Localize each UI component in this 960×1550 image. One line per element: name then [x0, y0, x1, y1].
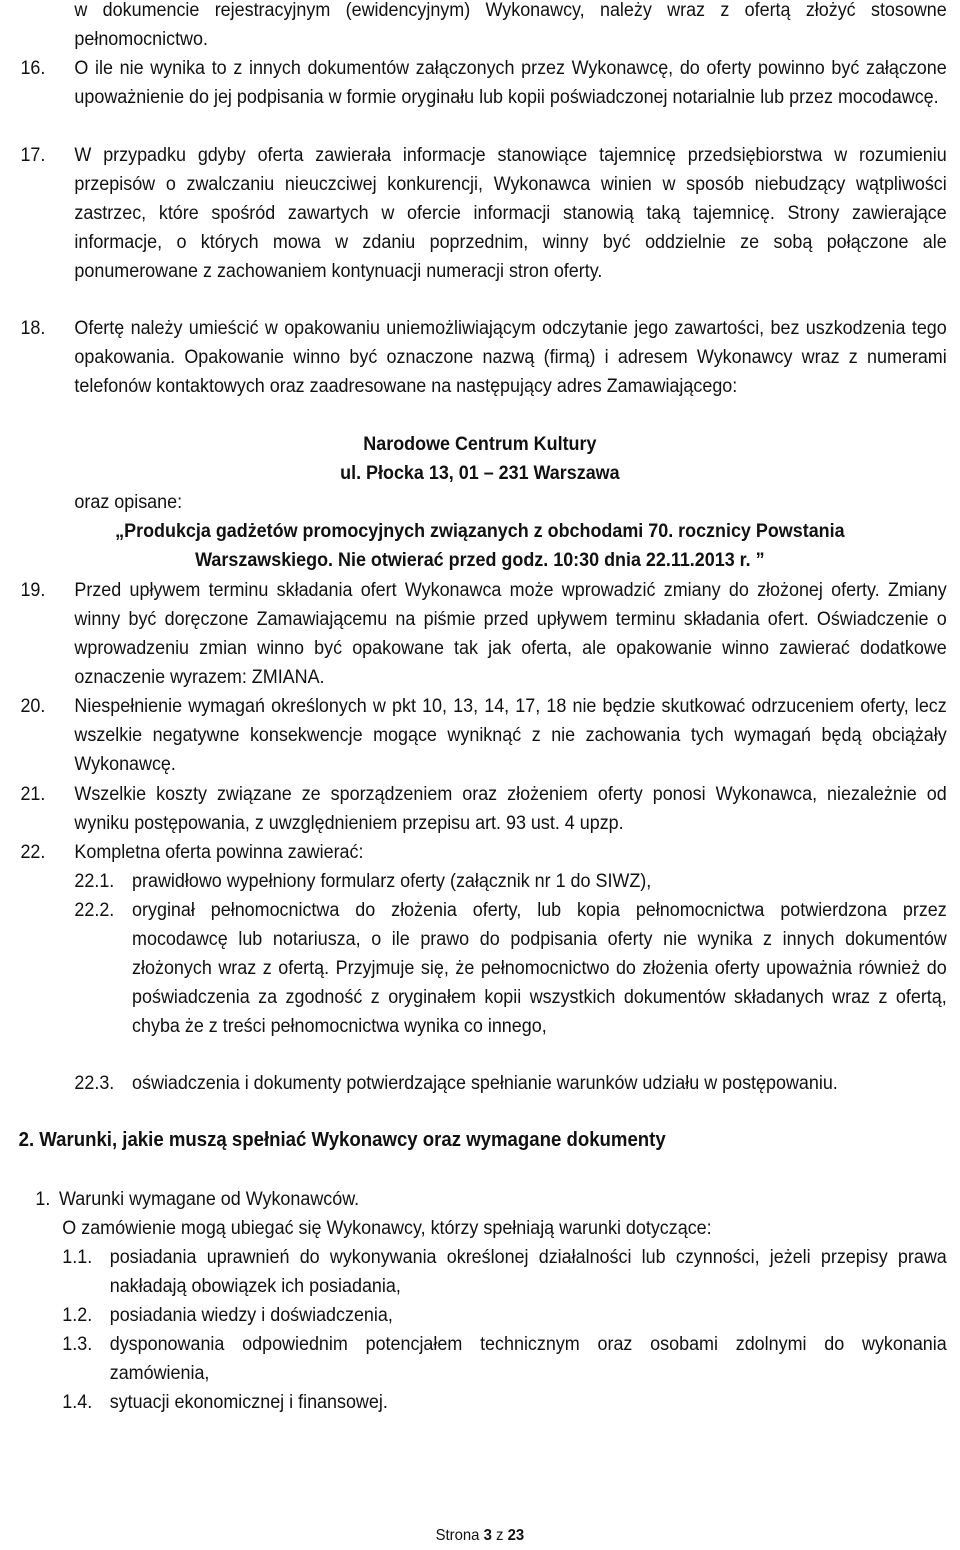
point-22-2: [74, 896, 946, 1041]
point-text: Niespełnienie wymagań określonych w pkt 10, 13, 14, 17, 18 nie będzie skutkować odrzuceniem oferty, lecz wszelkie negatywne konsekwencje mogące wyniknąć z nie zachowania tych wymagań będą obciążały Wykonawcę.: [74, 696, 947, 775]
point-17: [20, 141, 946, 286]
subpoint-text: posiadania uprawnień do wykonywania określonej działalności lub czynności, jeżeli przepisy prawa nakładają obowiązek ich posiadania,: [109, 1247, 947, 1297]
subpoint-number: 1.3.: [62, 1334, 93, 1355]
point-18: [20, 314, 946, 401]
point-number: 17.: [20, 145, 46, 166]
point-number: 18.: [20, 318, 46, 339]
footer-total-pages: 23: [507, 1527, 525, 1544]
footer-page-number: 3: [483, 1527, 492, 1544]
envelope-label-line-2: Warszawskiego. Nie otwierać przed godz. 10:30 dnia 22.11.2013 r. ”: [195, 550, 765, 571]
subpoint-number: 1.1.: [62, 1247, 93, 1268]
point-22-1: [74, 867, 946, 896]
point-text: Kompletna oferta powinna zawierać:: [74, 842, 364, 863]
point-text: Ofertę należy umieścić w opakowaniu uniemożliwiającym odczytanie jego zawartości, bez uszkodzenia tego opakowania. Opakowanie winno być oznaczone nazwą (firmą) i adresem Wykonawcy wraz z numerami telefonów kontaktowych oraz zaadresowane na następujący adres Zamawiającego:: [74, 318, 947, 397]
subpoint-text: posiadania wiedzy i doświadczenia,: [109, 1305, 393, 1326]
subpoint-text: sytuacji ekonomicznej i finansowej.: [109, 1392, 388, 1413]
subpoint-number: 22.2.: [74, 900, 115, 921]
point-22: [20, 838, 946, 867]
point-15-text: w dokumencie rejestracyjnym (ewidencyjnym) Wykonawcy, należy wraz z ofertą złożyć stosowne pełnomocnictwo.: [74, 0, 947, 50]
point-21: [20, 780, 946, 838]
point-16: [20, 54, 946, 112]
point-number: 22.: [20, 842, 46, 863]
point-number: 19.: [20, 580, 46, 601]
subpoint-text: dysponowania odpowiednim potencjałem technicznym oraz osobami zdolnymi do wykonania zamówienia,: [109, 1334, 947, 1384]
point-15-tail: [20, 0, 946, 54]
point-20: [20, 692, 946, 779]
subpoint-text: prawidłowo wypełniony formularz oferty (załącznik nr 1 do SIWZ),: [132, 871, 652, 892]
subpoint-text: oświadczenia i dokumenty potwierdzające spełnianie warunków udziału w postępowaniu.: [132, 1073, 838, 1094]
point-22-3: [74, 1069, 946, 1098]
point-text: Przed upływem terminu składania ofert Wykonawca może wprowadzić zmiany do złożonej oferty. Zmiany winny być doręczone Zamawiającemu na piśmie przed upływem terminu składania ofert. Oświadczenie o wprowadzeniu zmian winno być opakowane tak jak oferta, ale opakowanie winno zawierać dodatkowe oznaczenie wyrazem: ZMIANA.: [74, 580, 947, 688]
point-number: 1.: [35, 1189, 51, 1210]
subpoint-number: 1.2.: [62, 1305, 93, 1326]
point-text: W przypadku gdyby oferta zawierała informacje stanowiące tajemnicę przedsiębiorstwa w rozumieniu przepisów o zwalczaniu nieuczciwej konkurencji, Wykonawca winien w sposób niebudzący wątpliwości zastrzec, które spośród zawartych w ofercie informacji stanowią taką tajemnicę. Strony zawierające informacje, o których mowa w zdaniu poprzednim, winny być oddzielnie ze sobą połączone ale ponumerowane z zachowaniem kontynuacji numeracji stron oferty.: [74, 145, 947, 282]
envelope-label-line-1: „Produkcja gadżetów promocyjnych związanych z obchodami 70. rocznicy Powstania: [115, 521, 845, 542]
point-number: 21.: [20, 784, 46, 805]
page-footer: [0, 1521, 960, 1550]
described-label: oraz opisane:: [74, 492, 183, 513]
subpoint-text: oryginał pełnomocnictwa do złożenia oferty, lub kopia pełnomocnictwa potwierdzona przez mocodawcę lub notariusza, o ile prawo do podpisania oferty nie wynika z innych dokumentów złożonych wraz z ofertą. Przyjmuje się, że pełnomocnictwo do złożenia oferty upoważnia również do poświadczenia za zgodność z oryginałem kopii wszystkich dokumentów składanych wraz z ofertą, chyba że z treści pełnomocnictwa wynika co innego,: [132, 900, 947, 1037]
section-2-heading: 2. Warunki, jakie muszą spełniać Wykonawcy oraz wymagane dokumenty: [18, 1129, 666, 1151]
point-text: O ile nie wynika to z innych dokumentów załączonych przez Wykonawcę, do oferty powinno być załączone upoważnienie do jej podpisania w formie oryginału lub kopii poświadczonej notarialnie lub przez mocodawcę.: [74, 58, 947, 108]
section-2-point-1-3: [62, 1330, 946, 1388]
address-name: Narodowe Centrum Kultury: [363, 434, 597, 455]
point-text: Warunki wymagane od Wykonawców.: [59, 1189, 360, 1210]
footer-prefix: Strona: [435, 1527, 480, 1544]
point-19: [20, 576, 946, 692]
section-2-intro: O zamówienie mogą ubiegać się Wykonawcy, którzy spełniają warunki dotyczące:: [62, 1218, 712, 1239]
section-2-point-1-4: [62, 1388, 946, 1417]
address-street: ul. Płocka 13, 01 – 231 Warszawa: [340, 463, 620, 484]
section-2-point-1: [35, 1185, 359, 1214]
section-2-point-1-2: [62, 1301, 946, 1330]
subpoint-number: 22.1.: [74, 871, 115, 892]
footer-middle: z: [496, 1527, 504, 1544]
point-text: Wszelkie koszty związane ze sporządzeniem oraz złożeniem oferty ponosi Wykonawca, niezależnie od wyniku postępowania, z uwzględnieniem przepisu art. 93 ust. 4 upzp.: [74, 784, 947, 834]
section-2-point-1-1: [62, 1243, 946, 1301]
subpoint-number: 22.3.: [74, 1073, 115, 1094]
point-number: 20.: [20, 696, 46, 717]
subpoint-number: 1.4.: [62, 1392, 93, 1413]
point-number: 16.: [20, 58, 46, 79]
